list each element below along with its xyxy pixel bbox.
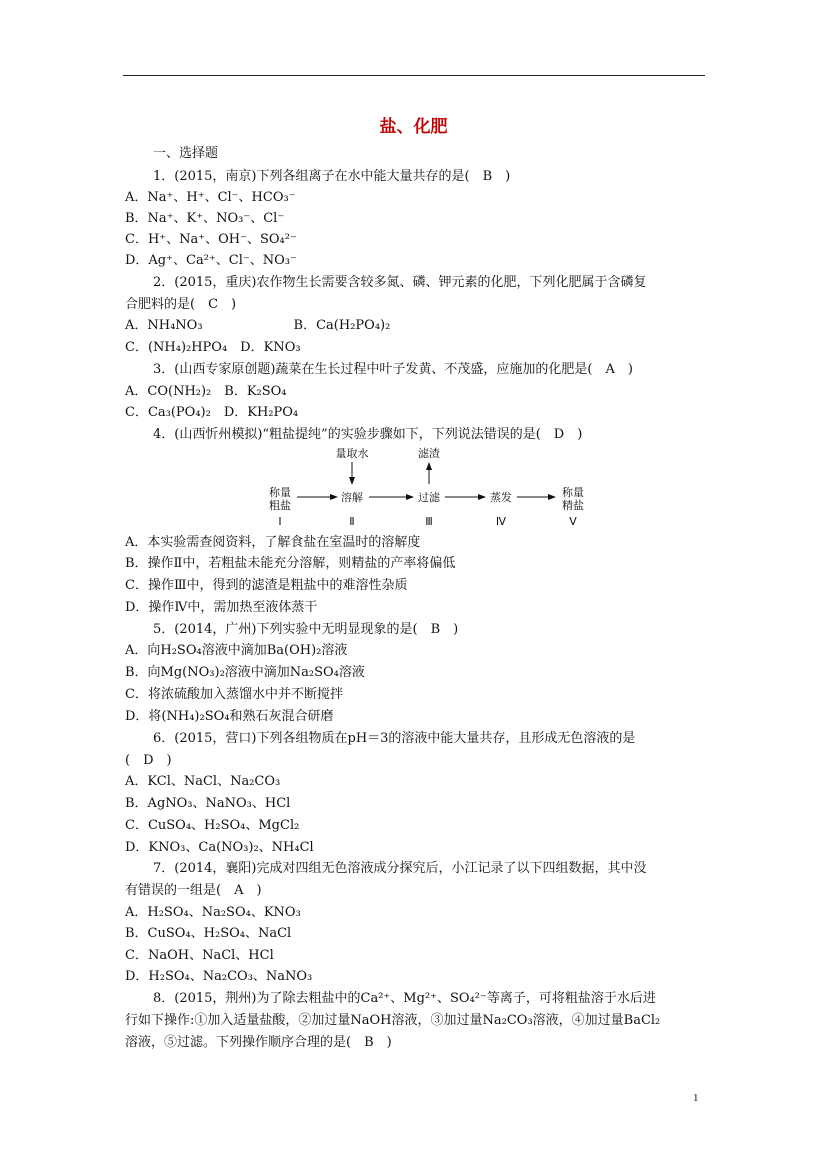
question-line: 5．(2014，广州)下列实验中无明显现象的是( B ): [153, 622, 459, 637]
question-line: A．向H₂SO₄溶液中滴加Ba(OH)₂溶液: [125, 643, 348, 658]
question-line: D．KNO₃、Ca(NO₃)₂、NH₄Cl: [125, 840, 314, 855]
header-rule: [123, 75, 705, 76]
question-line: B．AgNO₃、NaNO₃、HCl: [125, 796, 291, 811]
page-number: 1: [693, 1092, 699, 1104]
question-line: 4．(山西忻州模拟)“粗盐提纯”的实验步骤如下，下列说法错误的是( D ): [153, 427, 583, 442]
question-line: A．KCl、NaCl、Na₂CO₃: [125, 774, 281, 789]
question-line: 2．(2015，重庆)农作物生长需要含较多氮、磷、钾元素的化肥，下列化肥属于含磷复: [153, 275, 647, 290]
question-line: A．CO(NH₂)₂ B．K₂SO₄: [125, 384, 287, 399]
question-line: B．CuSO₄、H₂SO₄、NaCl: [125, 926, 292, 941]
step5-roman: Ⅴ: [569, 515, 577, 528]
question-line: 8．(2015，荆州)为了除去粗盐中的Ca²⁺、Mg²⁺、SO₄²⁻等离子，可将粗盐溶于水后进: [153, 991, 656, 1006]
step1-roman: Ⅰ: [278, 515, 282, 528]
diagram-label-residue: 滤渣: [418, 447, 440, 460]
question-line: A．Na⁺、H⁺、Cl⁻、HCO₃⁻: [125, 190, 296, 205]
step5-line1: 称量: [562, 486, 584, 499]
question-line: 3．(山西专家原创题)蔬菜在生长过程中叶子发黄、不茂盛，应施加的化肥是( A ): [153, 362, 633, 377]
question-line: C．Ca₃(PO₄)₂ D．KH₂PO₄: [125, 405, 299, 420]
salt-purification-flowchart: [255, 446, 595, 532]
question-line: D．Ag⁺、Ca²⁺、Cl⁻、NO₃⁻: [125, 253, 297, 268]
step4-label: 蒸发: [490, 491, 512, 504]
step2-roman: Ⅱ: [349, 515, 355, 528]
section-heading: 一、选择题: [153, 146, 219, 161]
question-line: D．操作Ⅳ中，需加热至液体蒸干: [125, 600, 318, 615]
step1-line2: 粗盐: [269, 499, 291, 512]
question-line: 6．(2015，营口)下列各组物质在pH＝3的溶液中能大量共存，且形成无色溶液的是: [153, 731, 636, 746]
question-line: D．H₂SO₄、Na₂CO₃、NaNO₃: [125, 969, 313, 984]
question-line: 7．(2014，襄阳)完成对四组无色溶液成分探究后，小江记录了以下四组数据，其中没: [153, 861, 647, 876]
question-line: 行如下操作:①加入适量盐酸，②加过量NaOH溶液，③加过量Na₂CO₃溶液，④加过量BaCl₂: [125, 1013, 661, 1028]
question-line: D．将(NH₄)₂SO₄和熟石灰混合研磨: [125, 709, 334, 724]
step3-roman: Ⅲ: [425, 515, 433, 528]
question-line: 合肥料的是( C ): [125, 297, 237, 312]
question-line: 有错误的一组是( A ): [125, 883, 262, 898]
question-line: B．操作Ⅱ中，若粗盐未能充分溶解，则精盐的产率将偏低: [125, 556, 456, 571]
question-line: C．NaOH、NaCl、HCl: [125, 948, 274, 963]
question-line: A．本实验需查阅资料，了解食盐在室温时的溶解度: [125, 535, 421, 550]
question-line: A．H₂SO₄、Na₂SO₄、KNO₃: [125, 905, 301, 920]
step4-roman: Ⅳ: [495, 515, 507, 528]
step2-label: 溶解: [341, 491, 363, 504]
question-line: C．H⁺、Na⁺、OH⁻、SO₄²⁻: [125, 232, 297, 247]
step1-line1: 称量: [269, 486, 291, 499]
question-line: C．CuSO₄、H₂SO₄、MgCl₂: [125, 818, 300, 833]
question-line: B．向Mg(NO₃)₂溶液中滴加Na₂SO₄溶液: [125, 665, 365, 680]
question-line: A．NH₄NO₃ B．Ca(H₂PO₄)₂: [125, 318, 391, 333]
question-line: C．(NH₄)₂HPO₄ D．KNO₃: [125, 340, 301, 355]
question-line: 1．(2015，南京)下列各组离子在水中能大量共存的是( B ): [153, 169, 511, 184]
question-line: C．将浓硫酸加入蒸馏水中并不断搅拌: [125, 687, 343, 702]
diagram-label-water: 量取水: [335, 447, 369, 460]
step3-label: 过滤: [418, 491, 440, 504]
question-line: B．Na⁺、K⁺、NO₃⁻、Cl⁻: [125, 211, 285, 226]
question-line: 溶液，⑤过滤。下列操作顺序合理的是( B ): [125, 1035, 392, 1050]
page-title: 盐、化肥: [379, 117, 448, 137]
question-line: C．操作Ⅲ中，得到的滤渣是粗盐中的难溶性杂质: [125, 578, 408, 593]
step5-line2: 精盐: [562, 499, 584, 512]
question-line: ( D ): [125, 753, 172, 768]
